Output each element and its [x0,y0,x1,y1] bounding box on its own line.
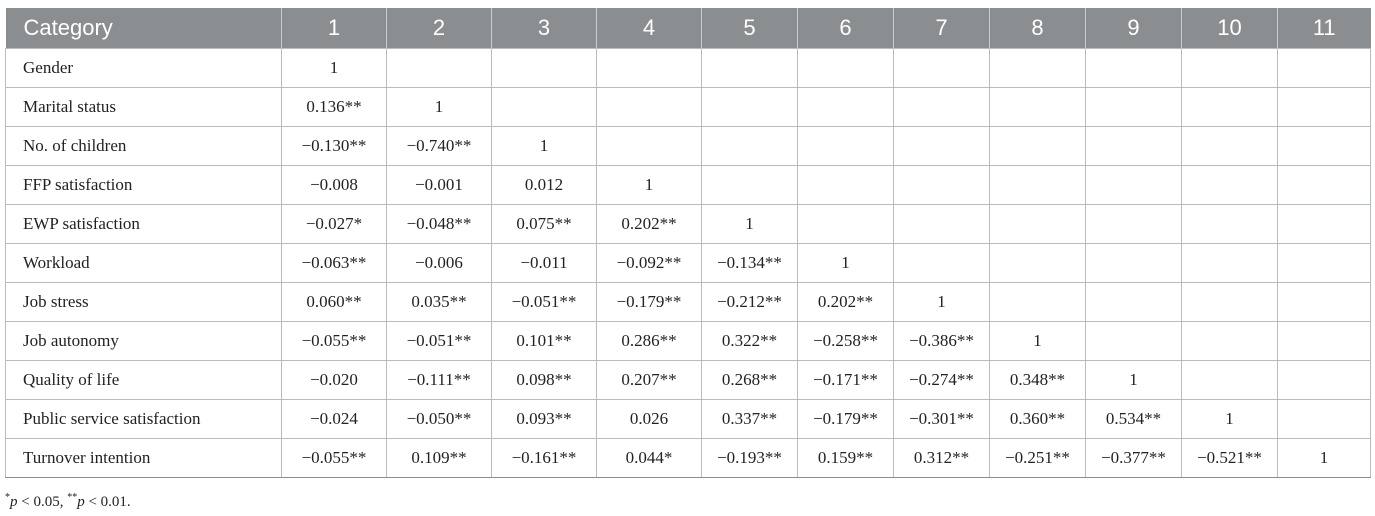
table-cell [1278,400,1371,439]
table-cell [798,127,894,166]
table-cell [894,127,990,166]
table-cell: 1 [798,244,894,283]
table-row [6,244,1371,283]
header-col-6: 6 [798,8,894,49]
table-cell [1182,127,1278,166]
footnote-p-1: p [10,494,18,510]
table-cell [1278,127,1371,166]
table-cell: −0.111** [387,361,492,400]
table-cell: 0.044* [597,439,702,478]
table-cell: 0.322** [702,322,798,361]
footnote-symbol-2: ** [67,492,78,503]
table-cell: −0.193** [702,439,798,478]
row-label: EWP satisfaction [6,205,282,244]
table-row [6,439,1371,478]
table-cell: −0.027* [282,205,387,244]
row-label: Job stress [6,283,282,322]
table-cell [1086,205,1182,244]
table-cell [1278,49,1371,88]
table-cell [1086,88,1182,127]
table-cell [798,205,894,244]
table-cell: −0.051** [387,322,492,361]
row-label: Public service satisfaction [6,400,282,439]
table-cell: −0.301** [894,400,990,439]
table-cell: 0.093** [492,400,597,439]
table-cell: 1 [1278,439,1371,478]
table-row [6,166,1371,205]
table-cell: 0.060** [282,283,387,322]
table-header-row [6,8,1371,49]
table-cell [990,88,1086,127]
header-col-5: 5 [702,8,798,49]
table-cell [387,49,492,88]
table-cell: 1 [702,205,798,244]
table-row [6,322,1371,361]
table-cell: −0.024 [282,400,387,439]
table-cell: −0.179** [597,283,702,322]
table-cell [702,88,798,127]
table-cell [990,244,1086,283]
table-cell: −0.050** [387,400,492,439]
header-col-7: 7 [894,8,990,49]
table-cell: −0.521** [1182,439,1278,478]
table-cell: −0.274** [894,361,990,400]
table-cell: 1 [894,283,990,322]
table-cell [1278,322,1371,361]
table-row [6,49,1371,88]
table-cell: 0.012 [492,166,597,205]
table-cell [990,205,1086,244]
table-cell: 0.207** [597,361,702,400]
table-cell [702,166,798,205]
table-cell: 0.286** [597,322,702,361]
table-cell [1182,166,1278,205]
table-cell [990,127,1086,166]
table-cell: 0.098** [492,361,597,400]
table-cell: 0.202** [798,283,894,322]
table-cell: −0.386** [894,322,990,361]
table-cell [894,88,990,127]
header-col-8: 8 [990,8,1086,49]
header-col-4: 4 [597,8,702,49]
table-cell: −0.048** [387,205,492,244]
table-cell: 0.312** [894,439,990,478]
table-row [6,361,1371,400]
table-cell: −0.055** [282,439,387,478]
table-row [6,127,1371,166]
table-cell [1182,205,1278,244]
row-label: Marital status [6,88,282,127]
table-cell: −0.134** [702,244,798,283]
row-label: Turnover intention [6,439,282,478]
header-col-2: 2 [387,8,492,49]
table-cell: 0.348** [990,361,1086,400]
table-cell [990,166,1086,205]
table-row [6,88,1371,127]
table-cell [1182,88,1278,127]
table-cell: −0.055** [282,322,387,361]
table-cell [990,49,1086,88]
table-cell [1086,49,1182,88]
table-cell: 1 [597,166,702,205]
table-cell: 0.136** [282,88,387,127]
header-col-11: 11 [1278,8,1371,49]
table-cell [597,127,702,166]
table-cell: 0.035** [387,283,492,322]
table-cell [894,205,990,244]
table-cell [798,166,894,205]
table-cell: 1 [282,49,387,88]
table-cell: −0.006 [387,244,492,283]
table-cell [1278,205,1371,244]
footnote-p-2: p [77,494,85,510]
table-cell [1278,361,1371,400]
table-cell [702,49,798,88]
row-label: Gender [6,49,282,88]
table-cell [492,49,597,88]
table-row [6,400,1371,439]
table-cell [1086,166,1182,205]
table-row [6,205,1371,244]
table-cell [597,88,702,127]
header-col-10: 10 [1182,8,1278,49]
table-cell: −0.171** [798,361,894,400]
table-cell [1278,244,1371,283]
table-cell: 0.026 [597,400,702,439]
table-cell: −0.063** [282,244,387,283]
table-cell [1086,322,1182,361]
table-row [6,283,1371,322]
header-category: Category [6,8,282,49]
table-cell: −0.161** [492,439,597,478]
table-cell [798,88,894,127]
table-cell: 1 [1182,400,1278,439]
table-cell [1086,283,1182,322]
table-cell [894,49,990,88]
significance-footnote [5,492,131,511]
table-cell: 0.109** [387,439,492,478]
table-cell: −0.377** [1086,439,1182,478]
table-cell [990,283,1086,322]
table-cell: 0.268** [702,361,798,400]
table-cell: 1 [990,322,1086,361]
table-cell [1182,49,1278,88]
table-cell [597,49,702,88]
table-cell: 0.159** [798,439,894,478]
table-cell: −0.212** [702,283,798,322]
table-cell: −0.258** [798,322,894,361]
table-cell [798,49,894,88]
table-cell [492,88,597,127]
table-cell: −0.130** [282,127,387,166]
table-cell: −0.251** [990,439,1086,478]
header-col-3: 3 [492,8,597,49]
table-cell: −0.179** [798,400,894,439]
table-cell: −0.092** [597,244,702,283]
table-cell [1182,361,1278,400]
table-cell: 0.101** [492,322,597,361]
table-cell [1278,166,1371,205]
row-label: Quality of life [6,361,282,400]
table-cell: 1 [1086,361,1182,400]
table-cell [1182,283,1278,322]
table-cell: 0.202** [597,205,702,244]
row-label: No. of children [6,127,282,166]
table-cell [702,127,798,166]
table-cell [1278,283,1371,322]
row-label: Job autonomy [6,322,282,361]
table-cell: 1 [492,127,597,166]
table-cell [1086,127,1182,166]
table-cell: 0.534** [1086,400,1182,439]
header-col-1: 1 [282,8,387,49]
table-cell: 0.075** [492,205,597,244]
header-col-9: 9 [1086,8,1182,49]
table-cell: 0.360** [990,400,1086,439]
table-cell: 1 [387,88,492,127]
table-cell: −0.740** [387,127,492,166]
table-cell: −0.051** [492,283,597,322]
footnote-symbol-1: * [5,492,10,503]
table-cell: −0.011 [492,244,597,283]
footnote-text-1: < 0.05, [17,494,68,510]
row-label: Workload [6,244,282,283]
table-cell: −0.008 [282,166,387,205]
table-cell: 0.337** [702,400,798,439]
table-cell [1182,322,1278,361]
table-cell [1278,88,1371,127]
table-cell [1086,244,1182,283]
table-cell [894,244,990,283]
table-cell [894,166,990,205]
correlation-table [5,8,1371,478]
footnote-text-2: < 0.01. [84,494,131,510]
row-label: FFP satisfaction [6,166,282,205]
table-cell [1182,244,1278,283]
table-body [6,49,1371,478]
table-cell: −0.020 [282,361,387,400]
table-cell: −0.001 [387,166,492,205]
